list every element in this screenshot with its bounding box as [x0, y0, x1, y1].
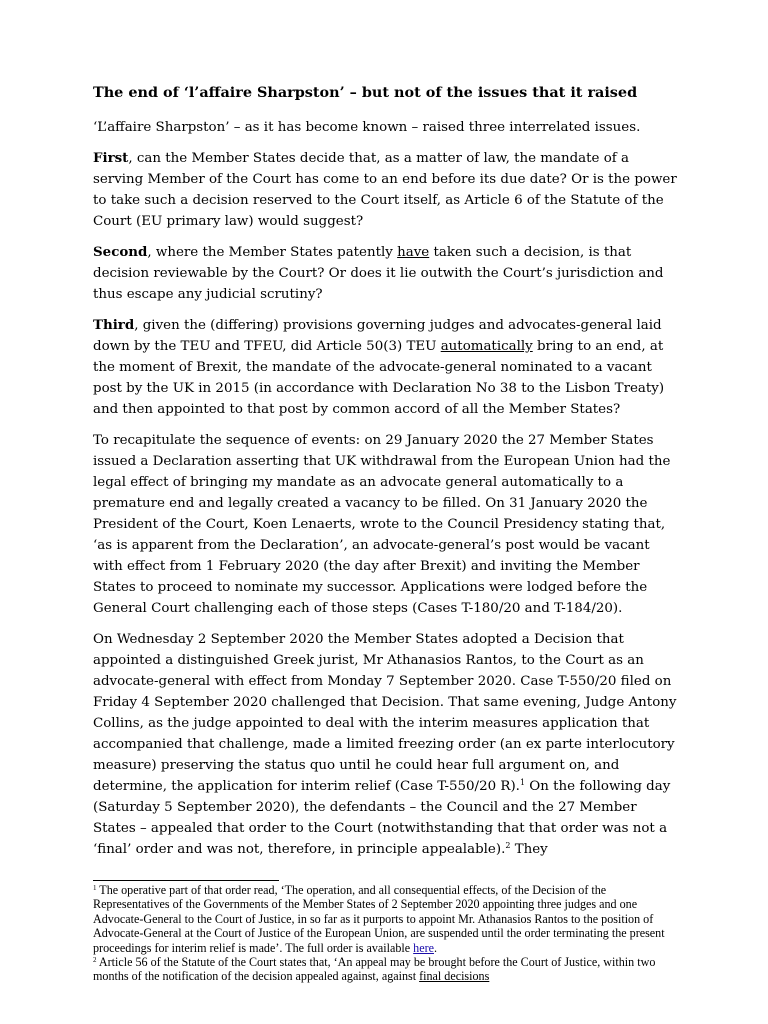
third-text-b: bring to an end, at the moment of Brexit, the mandate of the advocate-general nominated to a vacant post by the UK in 2015 (in accordance with Declaration No 38 to the Lisbon Treaty) and then appointed to that post by common accord of all the Member States? — [93, 339, 665, 417]
footnote-2 — [93, 955, 679, 984]
third-label: Third — [93, 317, 135, 333]
footnote-1-text: The operative part of that order read, ‘The operation, and all consequential effects, of the Decision of the Representatives of the Governments of the Member States of 2 September 2020 appointing three judges and one Advocate-General to the Court of Justice, in so far as it purports to appoint Mr. Athanasios Rantos to the position of Advocate-General at the Court of Justice of the European Union, are suspended until the order terminating the present proceedings for interim relief is made’. The full order is available — [93, 883, 665, 955]
intro-paragraph: ‘L’affaire Sharpston’ – as it has become known – raised three interrelated issues. — [93, 120, 641, 135]
second-text-a: , where the Member States patently — [147, 245, 398, 260]
first-paragraph — [93, 148, 679, 232]
footnote-1-link[interactable]: here — [413, 940, 434, 955]
footnote-1-number: 1 — [93, 884, 97, 892]
document-title: The end of ‘l’affaire Sharpston’ – but not of the issues that it raised — [93, 84, 638, 101]
september-text-a: On Wednesday 2 September 2020 the Member States adopted a Decision that appointed a distinguished Greek jurist, Mr Athanasios Rantos, to the Court as an advocate-general with effect from Monday 7 September 2020. Case T-550/20 filed on Friday 4 September 2020 challenged that Decision. That same evening, Judge Antony Collins, as the judge appointed to deal with the interim measures application that accompanied that challenge, made a limited freezing order (an ex parte interlocutory measure) preserving the status quo until he could hear full argument on, and determine, the application for interim relief (Case T-550/20 R). — [93, 632, 677, 794]
footnote-1 — [93, 883, 679, 955]
recap-paragraph: To recapitulate the sequence of events: on 29 January 2020 the 27 Member States issued a Declaration asserting that UK withdrawal from the European Union had the legal effect of bringing my mandate as an advocate general automatically to a premature end and legally created a vacancy to be filled. On 31 January 2020 the President of the Court, Koen Lenaerts, wrote to the Council Presidency stating that, ‘as is apparent from the Declaration’, an advocate-general’s post would be vacant with effect from 1 February 2020 (the day after Brexit) and inviting the Member States to proceed to nominate my successor. Applications were lodged before the General Court challenging each of those steps (Cases T-180/20 and T-184/20). — [93, 433, 671, 616]
first-text: , can the Member States decide that, as a matter of law, the mandate of a serving Member of the Court has come to an end before its due date? Or is the power to take such a decision reserved to the Court itself, as Article 6 of the Statute of the Court (EU primary law) would suggest? — [93, 151, 677, 229]
footnote-divider — [93, 880, 279, 881]
document-page — [93, 82, 679, 984]
footnote-2-number: 2 — [93, 956, 97, 965]
footnote-2-emphasis: final decisions — [419, 969, 490, 984]
footnote-1-end: . — [433, 940, 437, 955]
september-text-c: They — [510, 842, 548, 857]
september-text-b: On the following day (Saturday 5 September 2020), the defendants – the Council and the 27 Member States – appealed that order to the Court (notwithstanding that that order was not a ‘final’ order and was not, therefore, in principle appealable). — [93, 779, 671, 857]
second-label: Second — [93, 244, 148, 260]
second-emphasis: have — [397, 245, 430, 260]
footnote-2-text: Article 56 of the Statute of the Court states that, ‘An appeal may be brought before the Court of Justice, within two months of the notification of the decision appealed against, against — [93, 955, 656, 984]
footnote-ref-1[interactable]: 1 — [519, 778, 526, 787]
second-paragraph — [93, 242, 679, 305]
first-label: First — [93, 150, 129, 166]
third-paragraph — [93, 315, 679, 420]
second-text-b: taken such a decision, is that decision reviewable by the Court? Or does it lie outwith the Court’s jurisdiction and thus escape any judicial scrutiny? — [93, 245, 664, 302]
footnote-ref-2[interactable]: 2 — [505, 841, 511, 850]
third-text-a: , given the (differing) provisions governing judges and advocates-general laid down by the TEU and TFEU, did Article 50(3) TEU — [93, 318, 662, 354]
september-paragraph — [93, 629, 679, 860]
third-emphasis: automatically — [440, 339, 533, 354]
